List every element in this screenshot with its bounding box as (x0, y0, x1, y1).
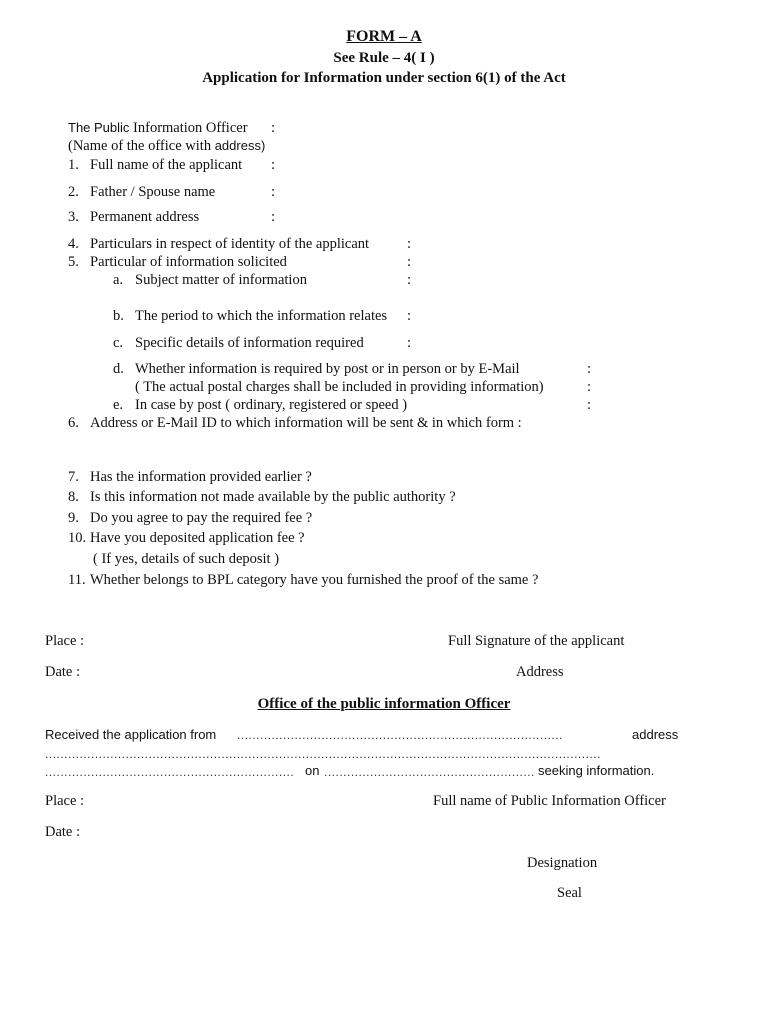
question-8-label: Is this information not made available by the public authority ? (90, 489, 456, 505)
form-title: FORM – A (346, 28, 422, 45)
sub-item-e-label: In case by post ( ordinary, registered or speed ) (135, 397, 408, 413)
sub-item-d-note: ( The actual postal charges shall be included in providing information) (135, 379, 544, 395)
designation-label: Designation (527, 855, 598, 871)
dots-before-on: ................................................................. (45, 765, 295, 779)
addressee-line-1 (68, 119, 248, 137)
question-10-note: ( If yes, details of such deposit ) (93, 551, 280, 567)
question-11-number: 11. (68, 572, 86, 588)
office-place-label: Place : (45, 793, 85, 809)
field-2-number: 2. (68, 184, 79, 200)
received-from-label: Received the application from (45, 727, 217, 742)
place-label: Place : (45, 633, 85, 649)
sub-item-b-label: The period to which the information relates (135, 308, 388, 324)
addressee-prefix: The Public (68, 120, 130, 135)
sub-item-d-letter: d. (113, 361, 124, 377)
sub-item-a-colon: : (407, 272, 412, 288)
question-7-label: Has the information provided earlier ? (90, 469, 312, 485)
field-5-number: 5. (68, 254, 79, 270)
field-3-number: 3. (68, 209, 79, 225)
date-label: Date : (45, 664, 81, 680)
applicant-address-label: Address (516, 664, 564, 680)
sub-item-a-letter: a. (113, 272, 124, 288)
seal-label: Seal (557, 885, 582, 901)
question-6-label: Address or E-Mail ID to which information will be sent & in which form : (90, 415, 522, 431)
field-5-label: Particular of information solicited (90, 254, 287, 270)
question-6-number: 6. (68, 415, 79, 431)
sub-item-b-colon: : (407, 308, 412, 324)
field-3-label: Permanent address (90, 209, 200, 225)
sub-item-d-label: Whether information is required by post or in person or by E-Mail (135, 361, 520, 377)
question-9-number: 9. (68, 510, 79, 526)
question-8-number: 8. (68, 489, 79, 505)
sub-item-e-letter: e. (113, 397, 124, 413)
field-5-colon: : (407, 254, 412, 270)
sub-item-b-letter: b. (113, 308, 124, 324)
field-1-colon: : (271, 157, 276, 173)
form-subtitle: Application for Information under section 6(1) of the Act (202, 70, 566, 86)
field-1-label: Full name of the applicant (90, 157, 243, 173)
sub-item-d-note-colon: : (587, 379, 592, 395)
field-4-label: Particulars in respect of identity of the applicant (90, 236, 370, 252)
on-label: on (305, 763, 320, 778)
full-signature-label: Full Signature of the applicant (448, 633, 625, 649)
seeking-information-label: seeking information. (538, 763, 655, 778)
field-3-colon: : (271, 209, 276, 225)
office-date-label: Date : (45, 824, 81, 840)
office-heading: Office of the public information Officer (257, 696, 511, 712)
sub-item-c-label: Specific details of information required (135, 335, 364, 351)
question-10-number: 10. (68, 530, 87, 546)
rule-reference: See Rule – 4( I ) (333, 50, 435, 66)
field-2-label: Father / Spouse name (90, 184, 216, 200)
sub-item-d-colon: : (587, 361, 592, 377)
addressee-rest: Information Officer (133, 120, 248, 136)
received-address-label: address (632, 727, 679, 742)
pio-name-label: Full name of Public Information Officer (433, 793, 666, 809)
question-10-label: Have you deposited application fee ? (90, 530, 305, 546)
sub-item-a-label: Subject matter of information (135, 272, 307, 288)
addressee-colon: : (271, 120, 276, 136)
field-4-number: 4. (68, 236, 79, 252)
addressee-line-2-suffix: address) (214, 138, 266, 153)
question-9-label: Do you agree to pay the required fee ? (90, 510, 313, 526)
sub-item-e-colon: : (587, 397, 592, 413)
field-2-colon: : (271, 184, 276, 200)
field-4-colon: : (407, 236, 412, 252)
question-7-number: 7. (68, 469, 79, 485)
question-11-label: Whether belongs to BPL category have you furnished the proof of the same ? (90, 572, 539, 588)
field-1-number: 1. (68, 157, 79, 173)
address-dots-line: ................................................................................................................................................. (45, 747, 601, 761)
addressee-line-2-prefix: (Name of the office with (68, 138, 212, 154)
dots-before-seeking: ....................................................... (324, 765, 535, 779)
sub-item-c-letter: c. (113, 335, 124, 351)
received-from-dots: ..................................................................................... (237, 728, 563, 742)
sub-item-c-colon: : (407, 335, 412, 351)
addressee-line-2 (68, 137, 265, 155)
